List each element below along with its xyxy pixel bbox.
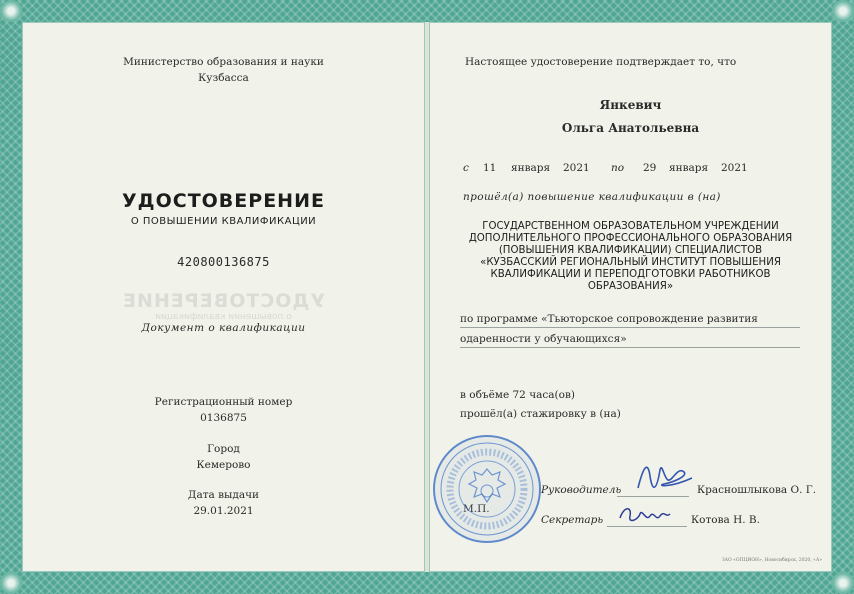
ghost-subtitle: о повышении квалификации [155, 312, 292, 322]
underline [460, 327, 800, 328]
from-label: с [463, 162, 469, 174]
document-caption: Документ о квалификации [141, 322, 306, 334]
given-names: Ольга Анатольевна [561, 121, 700, 135]
corner-ornament [832, 0, 854, 22]
issue-date-value: 29.01.2021 [193, 505, 254, 517]
issue-date-label: Дата выдачи [187, 489, 260, 501]
city-value: Кемерово [196, 459, 251, 471]
program-line1: по программе «Тьюторское сопровождение развития [460, 313, 758, 325]
registration-label: Регистрационный номер [154, 396, 293, 408]
to-day: 29 [643, 162, 657, 174]
from-year: 2021 [563, 162, 590, 174]
surname: Янкевич [599, 98, 662, 112]
institution-line: ОБРАЗОВАНИЯ» [587, 281, 674, 292]
from-day: 11 [483, 162, 497, 174]
official-stamp [431, 433, 543, 545]
ministry-line2: Кузбасса [198, 72, 249, 84]
corner-ornament [0, 0, 22, 22]
registration-number: 0136875 [200, 412, 247, 424]
document-title: УДОСТОВЕРЕНИЕ [122, 190, 325, 212]
intro-text: Настоящее удостоверение подтверждает то, что [465, 56, 737, 68]
to-year: 2021 [721, 162, 748, 174]
secretary-signature [616, 500, 672, 530]
internship-label: прошёл(а) стажировку в (на) [460, 408, 621, 420]
city-label: Город [207, 443, 240, 455]
institution-line: (ПОВЫШЕНИЯ КВАЛИФИКАЦИИ) СПЕЦИАЛИСТОВ [498, 245, 763, 256]
ministry-line1: Министерство образования и науки [123, 56, 324, 68]
passed-training-label: прошёл(а) повышение квалификации в (на) [463, 191, 721, 203]
institution-line: КВАЛИФИКАЦИИ И ПЕРЕПОДГОТОВКИ РАБОТНИКОВ [490, 269, 771, 280]
institution-line: «КУЗБАССКИЙ РЕГИОНАЛЬНЫЙ ИНСТИТУТ ПОВЫШЕНИЯ [480, 257, 781, 268]
to-label: по [611, 162, 625, 174]
institution-block [429, 221, 832, 293]
institution-line: ГОСУДАРСТВЕННОМ ОБРАЗОВАТЕЛЬНОМ УЧРЕЖДЕНИИ [482, 221, 779, 232]
left-page [22, 22, 425, 572]
head-name: Красношлыкова О. Г. [697, 484, 817, 496]
printer-imprint: ЗАО «ОПЦИОН», Новосибирск, 2020, «А» [721, 558, 822, 563]
institution-line: ДОПОЛНИТЕЛЬНОГО ПРОФЕССИОНАЛЬНОГО ОБРАЗОВАНИЯ [468, 233, 793, 244]
volume-hours: в объёме 72 часа(ов) [460, 389, 575, 401]
to-month: января [669, 162, 709, 174]
corner-ornament [832, 572, 854, 594]
secretary-label: Секретарь [541, 514, 604, 526]
head-signature [634, 458, 698, 498]
head-label: Руководитель [541, 484, 622, 496]
ghost-title: УДОСТОВЕРЕНИЕ [122, 290, 325, 312]
document-subtitle: О ПОВЫШЕНИИ КВАЛИФИКАЦИИ [130, 216, 317, 227]
from-month: января [511, 162, 551, 174]
secretary-name: Котова Н. В. [691, 514, 760, 526]
serial-number: 420800136875 [177, 255, 270, 269]
program-line2: одаренности у обучающихся» [460, 333, 627, 345]
underline [460, 347, 800, 348]
corner-ornament [0, 572, 22, 594]
